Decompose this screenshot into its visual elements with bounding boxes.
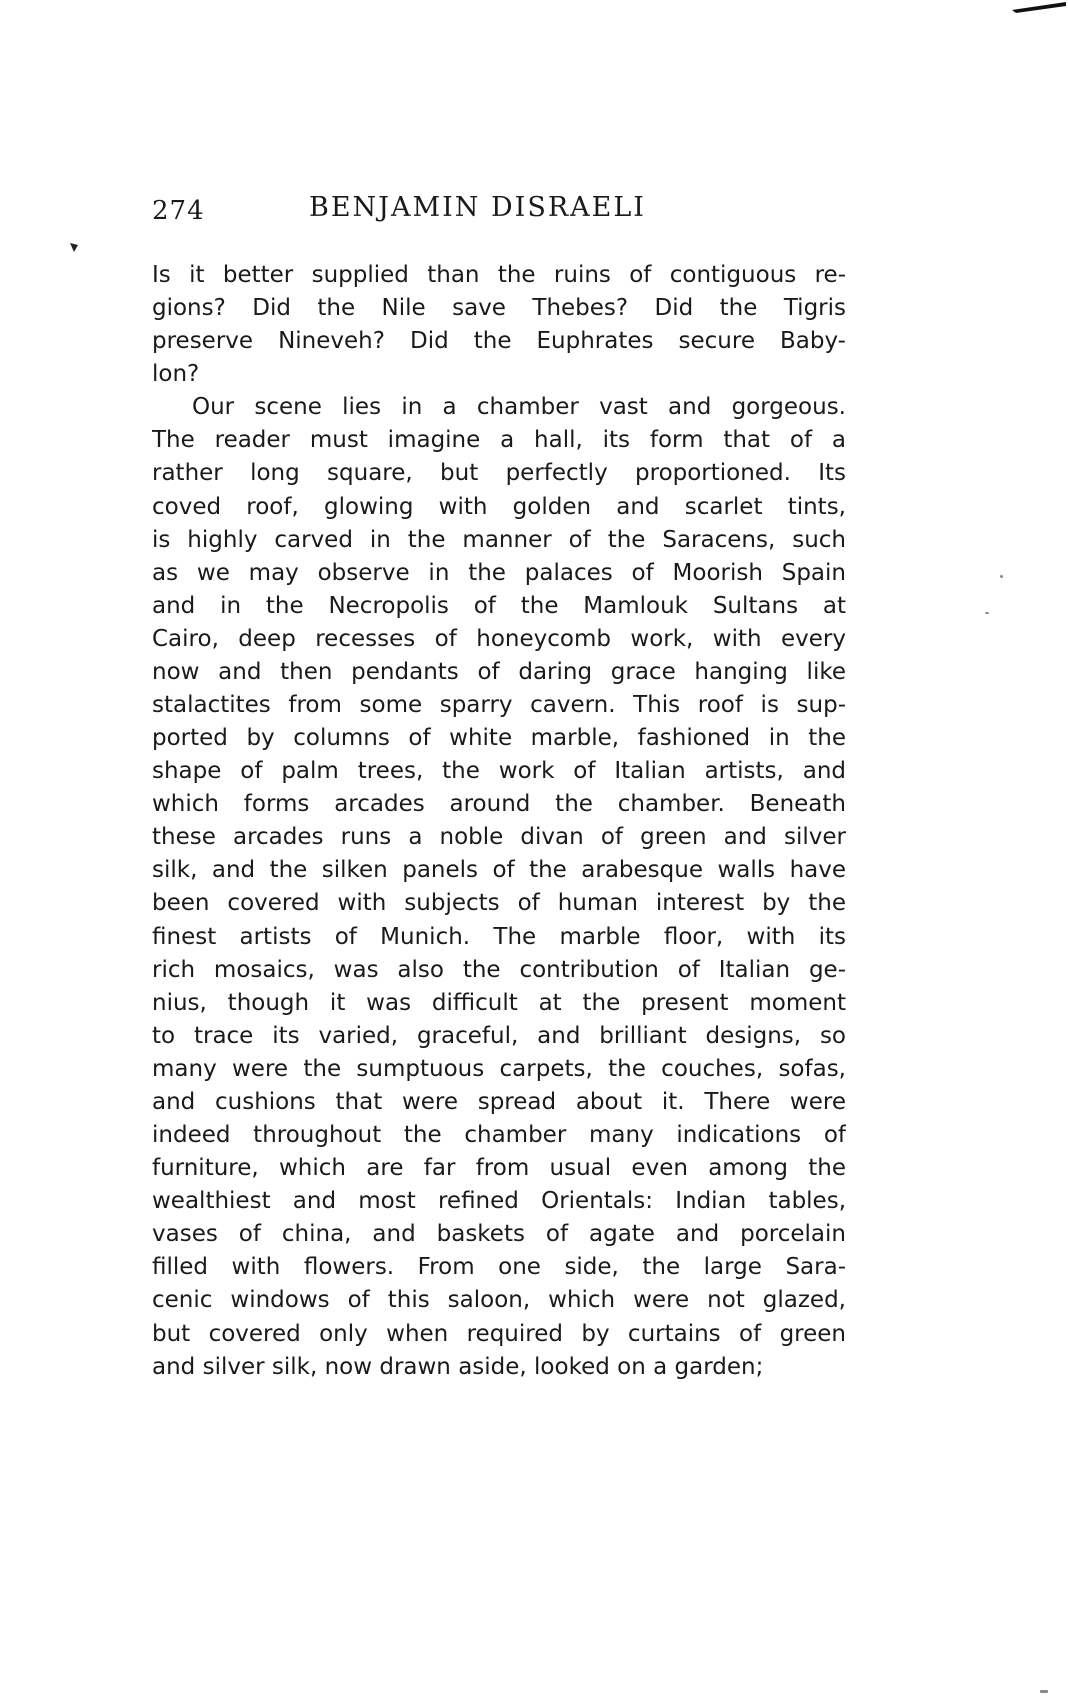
text-line: which forms arcades around the chamber. Beneath <box>152 791 846 818</box>
page-number: 274 <box>152 196 205 226</box>
text-line: Cairo, deep recesses of honeycomb work, with every <box>152 625 846 652</box>
text-line: and silver silk, now drawn aside, looked on a garden; <box>152 1353 764 1380</box>
text-line: filled with flowers. From one side, the large Sara- <box>152 1254 846 1281</box>
paragraph-1 <box>152 259 846 391</box>
text-line: and cushions that were spread about it. There were <box>152 1088 846 1115</box>
text-line: gions? Did the Nile save Thebes? Did the Tigris <box>152 295 846 322</box>
text-line: these arcades runs a noble divan of green and silver <box>152 824 846 851</box>
scan-speck <box>1040 1690 1048 1693</box>
text-line: finest artists of Munich. The marble floor, with its <box>152 923 846 950</box>
text-line: Our scene lies in a chamber vast and gorgeous. <box>192 394 846 421</box>
text-line: lon? <box>152 361 200 388</box>
text-line: wealthiest and most refined Orientals: Indian tables, <box>152 1188 846 1215</box>
text-line: is highly carved in the manner of the Saracens, such <box>152 526 846 553</box>
text-line: furniture, which are far from usual even among the <box>152 1155 846 1182</box>
text-line: nius, though it was difficult at the present moment <box>152 989 846 1016</box>
text-line: now and then pendants of daring grace hanging like <box>152 658 846 685</box>
margin-ink-mark <box>68 241 80 253</box>
running-title: BENJAMIN DISRAELI <box>309 192 646 223</box>
text-line: to trace its varied, graceful, and brilliant designs, so <box>152 1022 846 1049</box>
page-header <box>152 192 712 232</box>
text-line: many were the sumptuous carpets, the couches, sofas, <box>152 1055 846 1082</box>
text-line: and in the Necropolis of the Mamlouk Sultans at <box>152 592 846 619</box>
text-line: shape of palm trees, the work of Italian artists, and <box>152 758 846 785</box>
text-line: been covered with subjects of human interest by the <box>152 890 846 917</box>
text-line: stalactites from some sparry cavern. This roof is sup- <box>152 692 846 719</box>
text-line: silk, and the silken panels of the arabesque walls have <box>152 857 846 884</box>
text-line: cenic windows of this saloon, which were not glazed, <box>152 1287 846 1314</box>
text-line: preserve Nineveh? Did the Euphrates secure Baby- <box>152 328 846 355</box>
text-line: rich mosaics, was also the contribution of Italian ge- <box>152 956 846 983</box>
text-line: The reader must imagine a hall, its form that of a <box>152 427 846 454</box>
text-line: ported by columns of white marble, fashioned in the <box>152 725 846 752</box>
text-line: but covered only when required by curtains of green <box>152 1320 846 1347</box>
text-line: indeed throughout the chamber many indications of <box>152 1122 846 1149</box>
text-line: as we may observe in the palaces of Moorish Spain <box>152 559 846 586</box>
paragraph-2 <box>152 391 846 1383</box>
text-line: Is it better supplied than the ruins of contiguous re- <box>152 262 846 288</box>
text-line: coved roof, glowing with golden and scarlet tints, <box>152 493 846 520</box>
scan-speck <box>1000 575 1003 578</box>
text-line: vases of china, and baskets of agate and porcelain <box>152 1221 846 1248</box>
scan-speck <box>985 612 989 614</box>
body-text <box>152 259 846 1384</box>
corner-scan-mark <box>1010 0 1068 14</box>
text-line: rather long square, but perfectly proportioned. Its <box>152 460 846 487</box>
